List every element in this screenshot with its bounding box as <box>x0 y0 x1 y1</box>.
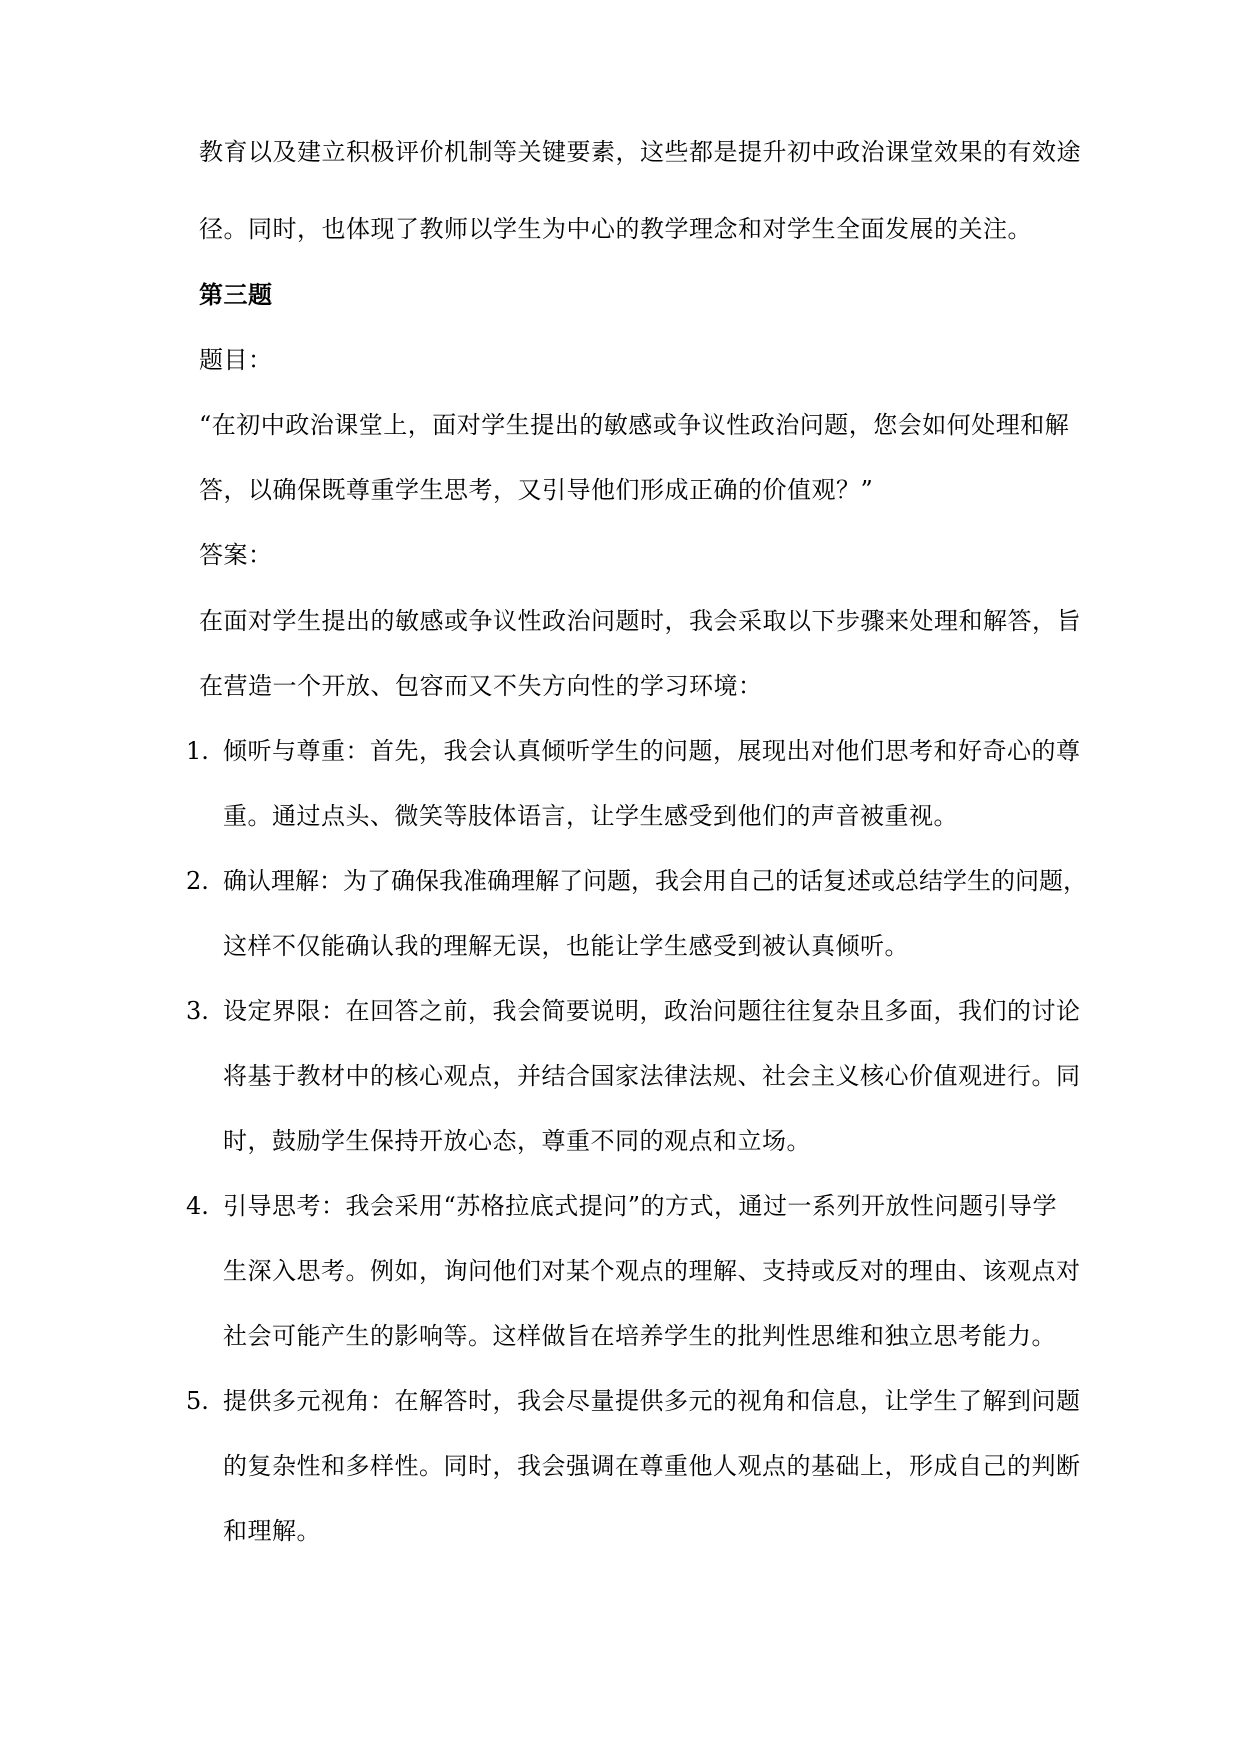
step-line: 设定界限：在回答之前，我会简要说明，政治问题往往复杂且多面，我们的讨论 <box>223 997 1081 1025</box>
intro-line-1: 在面对学生提出的敏感或争议性政治问题时，我会采取以下步骤来处理和解答，旨 <box>199 607 1081 635</box>
step-line: 的复杂性和多样性。同时，我会强调在尊重他人观点的基础上，形成自己的判断 <box>223 1452 1081 1480</box>
step-line: 重。通过点头、微笑等肢体语言，让学生感受到他们的声音被重视。 <box>223 802 958 830</box>
answer-label: 答案： <box>199 541 273 569</box>
step-line: 时，鼓励学生保持开放心态，尊重不同的观点和立场。 <box>223 1127 811 1155</box>
step-number: 3. <box>186 997 209 1025</box>
question-line-1: “在初中政治课堂上，面对学生提出的敏感或争议性政治问题，您会如何处理和解 <box>199 411 1070 439</box>
step-line: 确认理解：为了确保我准确理解了问题，我会用自己的话复述或总结学生的问题， <box>223 867 1087 895</box>
step-number: 4. <box>186 1192 209 1220</box>
step-line: 生深入思考。例如，询问他们对某个观点的理解、支持或反对的理由、该观点对 <box>223 1257 1081 1285</box>
step-line: 将基于教材中的核心观点，并结合国家法律法规、社会主义核心价值观进行。同 <box>223 1062 1081 1090</box>
step-line: 和理解。 <box>223 1517 321 1545</box>
question-label: 题目： <box>199 346 273 374</box>
step-number: 5. <box>186 1387 209 1415</box>
continuation-line-1: 教育以及建立积极评价机制等关键要素，这些都是提升初中政治课堂效果的有效途 <box>199 138 1081 166</box>
step-number: 2. <box>186 867 209 895</box>
step-number: 1. <box>186 737 209 765</box>
section-heading: 第三题 <box>199 280 273 309</box>
question-line-2: 答，以确保既尊重学生思考，又引导他们形成正确的价值观？” <box>199 476 874 504</box>
step-line: 引导思考：我会采用“苏格拉底式提问”的方式，通过一系列开放性问题引导学 <box>223 1192 1058 1220</box>
step-line: 提供多元视角：在解答时，我会尽量提供多元的视角和信息，让学生了解到问题 <box>223 1387 1081 1415</box>
intro-line-2: 在营造一个开放、包容而又不失方向性的学习环境： <box>199 672 763 700</box>
step-line: 社会可能产生的影响等。这样做旨在培养学生的批判性思维和独立思考能力。 <box>223 1322 1056 1350</box>
step-line: 倾听与尊重：首先，我会认真倾听学生的问题，展现出对他们思考和好奇心的尊 <box>223 737 1081 765</box>
continuation-line-2: 径。同时，也体现了教师以学生为中心的教学理念和对学生全面发展的关注。 <box>199 215 1032 243</box>
step-line: 这样不仅能确认我的理解无误，也能让学生感受到被认真倾听。 <box>223 932 909 960</box>
